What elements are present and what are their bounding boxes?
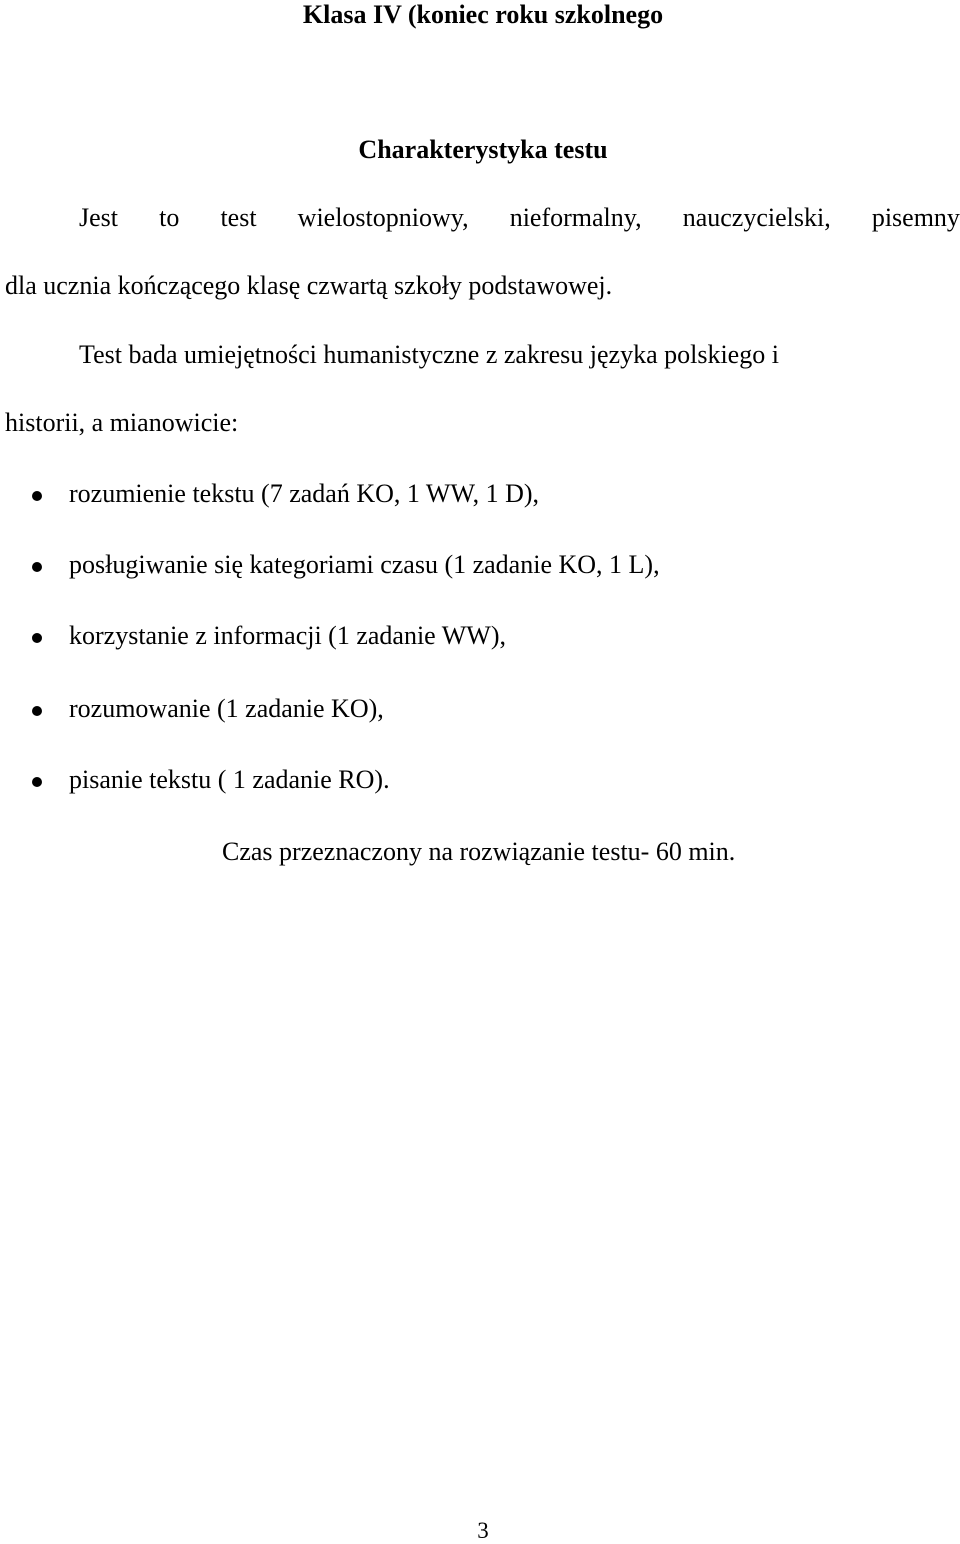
paragraph-2-line-2: historii, a mianowicie: <box>5 408 239 437</box>
page-number: 3 <box>477 1518 489 1543</box>
paragraph-1-word: pisemny <box>871 203 960 232</box>
bullet-icon <box>32 633 42 643</box>
paragraph-1-word: test <box>220 203 257 232</box>
bullet-text: posługiwanie się kategoriami czasu (1 zadanie KO, 1 L), <box>69 550 660 579</box>
paragraph-1-word: Jest <box>79 203 118 232</box>
paragraph-1-word: nauczycielski, <box>682 203 831 232</box>
bullet-text: pisanie tekstu ( 1 zadanie RO). <box>69 765 390 794</box>
bullet-icon <box>32 491 42 501</box>
paragraph-1-word: wielostopniowy, <box>297 203 469 232</box>
section-heading: Charakterystyka testu <box>358 135 608 164</box>
paragraph-2-line-1: Test bada umiejętności humanistyczne z zakresu języka polskiego i <box>79 340 779 369</box>
paragraph-1-word: to <box>159 203 180 232</box>
bullet-icon <box>32 562 42 572</box>
document-title: Klasa IV (koniec roku szkolnego <box>302 0 664 29</box>
bullet-text: rozumienie tekstu (7 zadań KO, 1 WW, 1 D), <box>69 479 540 508</box>
paragraph-1-line-1 <box>79 203 960 233</box>
paragraph-1-word: nieformalny, <box>509 203 642 232</box>
time-note: Czas przeznaczony na rozwiązanie testu- 60 min. <box>222 837 736 866</box>
bullet-icon <box>32 777 42 787</box>
bullet-icon <box>32 706 42 716</box>
bullet-text: korzystanie z informacji (1 zadanie WW), <box>69 621 506 650</box>
bullet-text: rozumowanie (1 zadanie KO), <box>69 694 384 723</box>
paragraph-1-line-2: dla ucznia kończącego klasę czwartą szkoły podstawowej. <box>5 271 613 300</box>
